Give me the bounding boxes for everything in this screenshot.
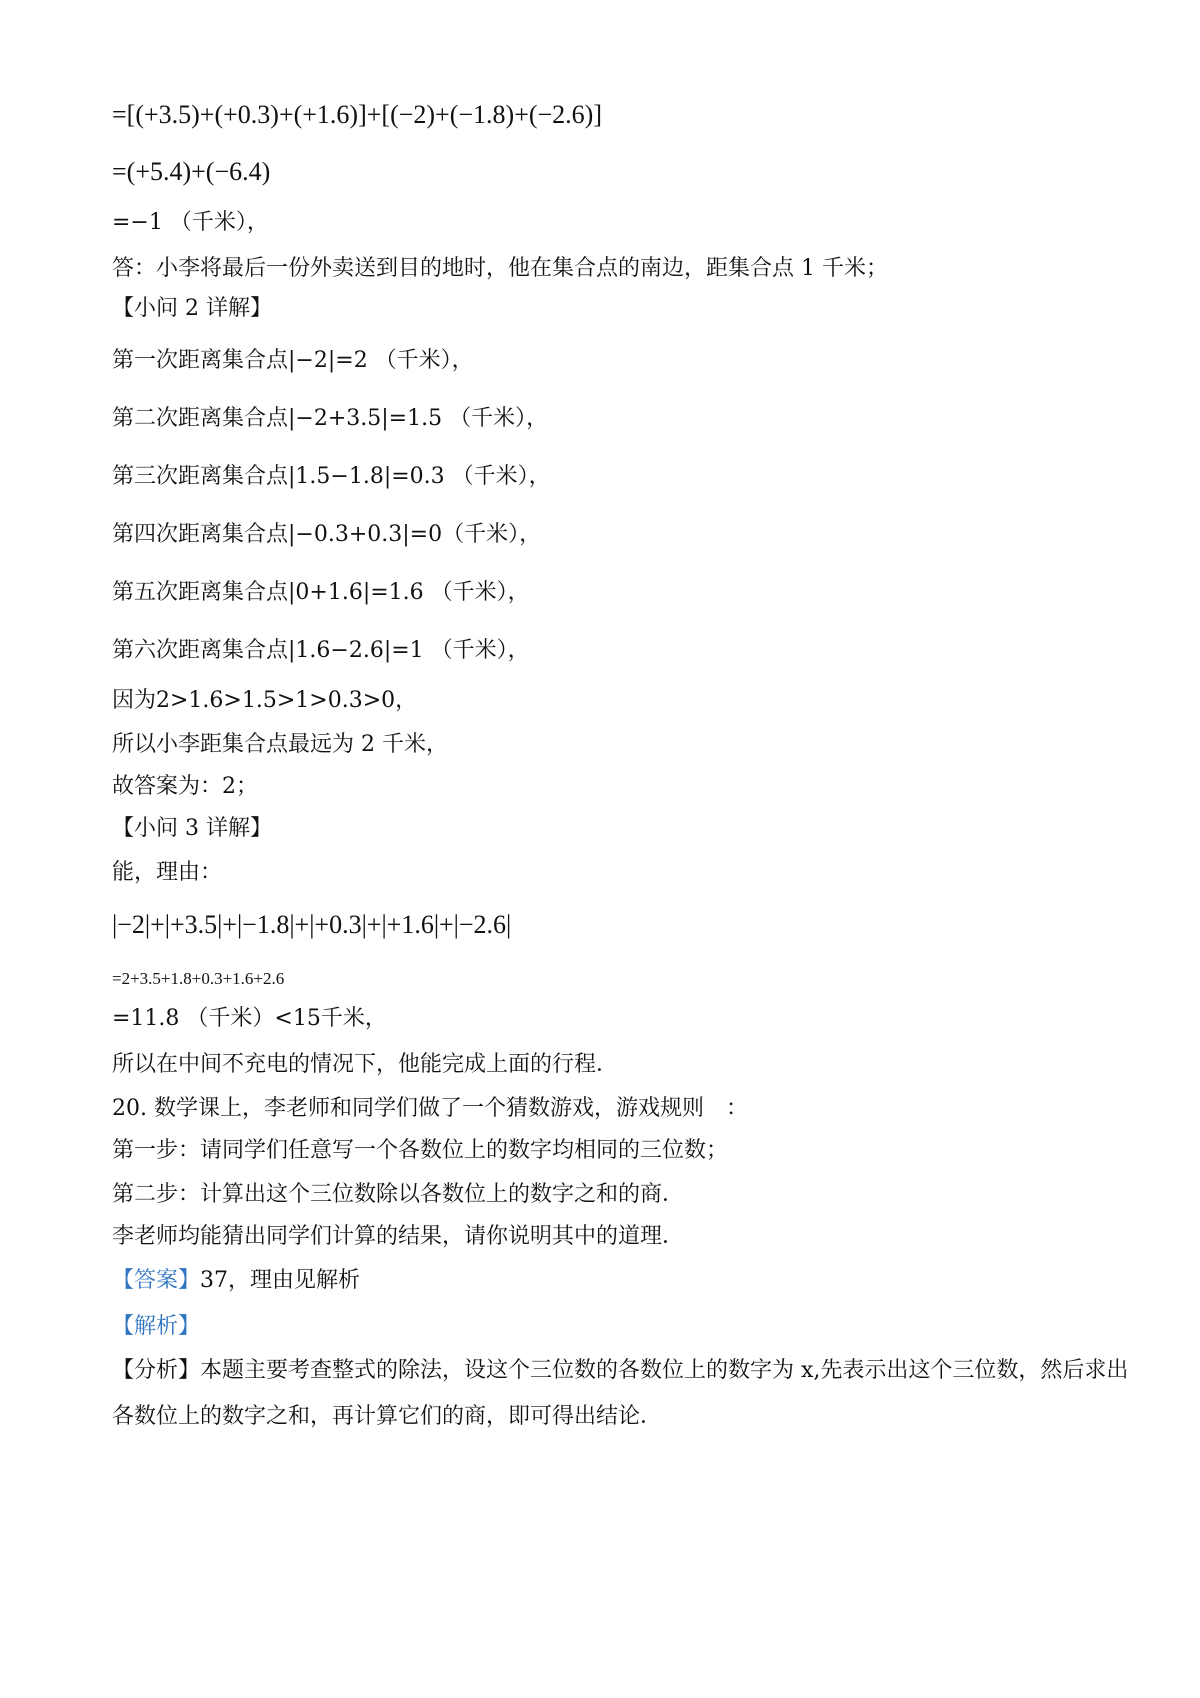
answer-line-q2: 故答案为：2； bbox=[112, 774, 258, 799]
distance-line-3: 第三次距离集合点|1.5−1.8|=0.3 （千米）， bbox=[112, 464, 551, 489]
reason-intro-line: 能，理由： bbox=[112, 860, 223, 885]
question-20-stem: 20. 数学课上，李老师和同学们做了一个猜数游戏，游戏规则 ： bbox=[112, 1096, 748, 1121]
analysis-tag: 【解析】 bbox=[112, 1314, 201, 1339]
distance-line-1: 第一次距离集合点|−2|=2 （千米）， bbox=[112, 348, 474, 373]
analysis-line-2: 各数位上的数字之和，再计算它们的商，即可得出结论． bbox=[112, 1404, 663, 1429]
solution-line-2: =(+5.4)+(−6.4) bbox=[112, 157, 271, 186]
conclusion-line-q2: 所以小李距集合点最远为 2 千米， bbox=[112, 732, 448, 757]
distance-line-5: 第五次距离集合点|0+1.6|=1.6 （千米）， bbox=[112, 580, 530, 605]
comparison-line: 因为2>1.6>1.5>1>0.3>0， bbox=[112, 688, 418, 713]
sum-result-line: =11.8 （千米）<15千米， bbox=[112, 1006, 387, 1031]
section-heading-q2: 【小问 2 详解】 bbox=[112, 296, 272, 321]
distance-line-2: 第二次距离集合点|−2+3.5|=1.5 （千米）， bbox=[112, 406, 549, 431]
analysis-line-1: 【分析】本题主要考查整式的除法，设这个三位数的各数位上的数字为 x,先表示出这个三位数，然后求出 bbox=[112, 1358, 1129, 1383]
question-20-step-2: 第二步：计算出这个三位数除以各数位上的数字之和的商． bbox=[112, 1182, 685, 1207]
distance-line-4: 第四次距离集合点|−0.3+0.3|=0（千米）， bbox=[112, 522, 542, 547]
answer-row bbox=[112, 1266, 360, 1296]
answer-line-part1: 答：小李将最后一份外卖送到目的地时，他在集合点的南边，距集合点 1 千米； bbox=[112, 256, 888, 281]
solution-line-1: =[(+3.5)+(+0.3)+(+1.6)]+[(−2)+(−1.8)+(−2.6)] bbox=[112, 100, 602, 129]
answer-tag: 【答案】 bbox=[112, 1268, 201, 1293]
question-20-step-1: 第一步：请同学们任意写一个各数位上的数字均相同的三位数； bbox=[112, 1138, 729, 1163]
sum-expansion-line: =2+3.5+1.8+0.3+1.6+2.6 bbox=[112, 969, 285, 988]
question-20-prompt: 李老师均能猜出同学们计算的结果，请你说明其中的道理． bbox=[112, 1224, 685, 1249]
distance-line-6: 第六次距离集合点|1.6−2.6|=1 （千米）， bbox=[112, 638, 530, 663]
conclusion-line-q3: 所以在中间不充电的情况下，他能完成上面的行程． bbox=[112, 1052, 619, 1077]
answer-text: 37，理由见解析 bbox=[200, 1268, 361, 1293]
section-heading-q3: 【小问 3 详解】 bbox=[112, 816, 272, 841]
abs-sum-line: |−2|+|+3.5|+|−1.8|+|+0.3|+|+1.6|+|−2.6| bbox=[112, 910, 512, 939]
solution-line-3: =−1 （千米）， bbox=[112, 210, 269, 235]
